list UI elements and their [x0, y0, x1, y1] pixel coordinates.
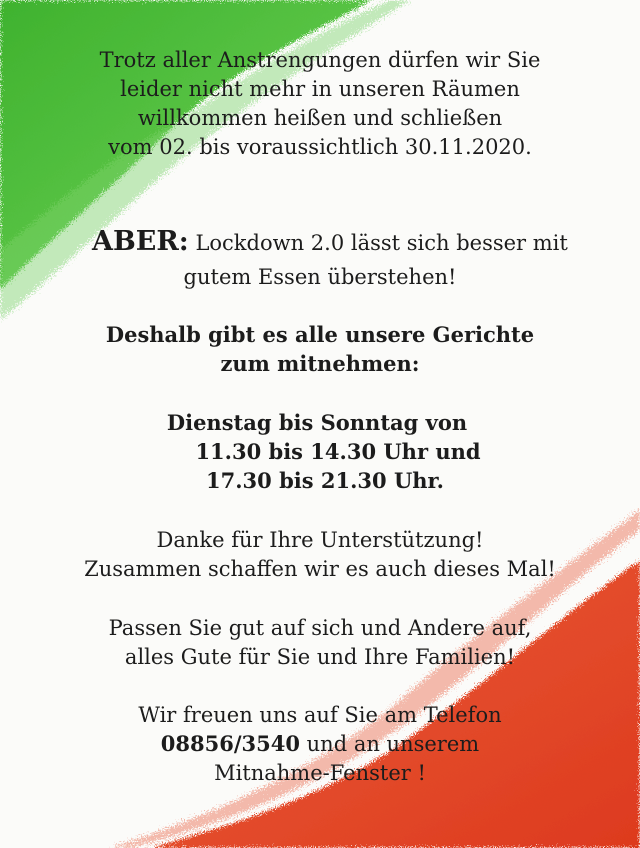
hours-line-3: 17.30 bis 21.30 Uhr.: [206, 468, 444, 493]
intro-line-1: Trotz aller Anstrengungen dürfen wir Sie: [99, 48, 541, 72]
hours-line-2: 11.30 bis 14.30 Uhr und: [195, 439, 481, 464]
contact-line-2: [0, 730, 640, 758]
takeaway-line-2: zum mitnehmen:: [220, 351, 420, 376]
thanks-line-2: Zusammen schaffen wir es auch dieses Mal!: [84, 557, 556, 581]
hours-line-1: Dienstag bis Sonntag von: [166, 410, 468, 435]
contact-line-1: Wir freuen uns auf Sie am Telefon: [138, 703, 502, 727]
intro-line-3: willkommen heißen und schließen: [137, 106, 503, 130]
aber-line-2: gutem Essen überstehen!: [183, 265, 457, 289]
wishes-line-1: Passen Sie gut auf sich und Andere auf,: [108, 616, 532, 640]
contact-line-3: Mitnahme-Fenster !: [214, 761, 426, 785]
aber-line-1: [92, 228, 632, 257]
phone-number: 08856/3540: [160, 731, 300, 756]
intro-line-2: leider nicht mehr in unseren Räumen: [120, 77, 520, 101]
thanks-line-1: Danke für Ihre Unterstützung!: [156, 528, 484, 552]
intro-line-4: vom 02. bis voraussichtlich 30.11.2020.: [108, 135, 532, 159]
aber-label: ABER:: [92, 226, 189, 257]
contact-line-2-rest: und an unserem: [299, 732, 480, 756]
takeaway-line-1: Deshalb gibt es alle unsere Gerichte: [105, 322, 535, 347]
wishes-line-2: alles Gute für Sie und Ihre Familien!: [124, 645, 516, 669]
aber-text: Lockdown 2.0 lässt sich besser mit: [188, 231, 568, 255]
